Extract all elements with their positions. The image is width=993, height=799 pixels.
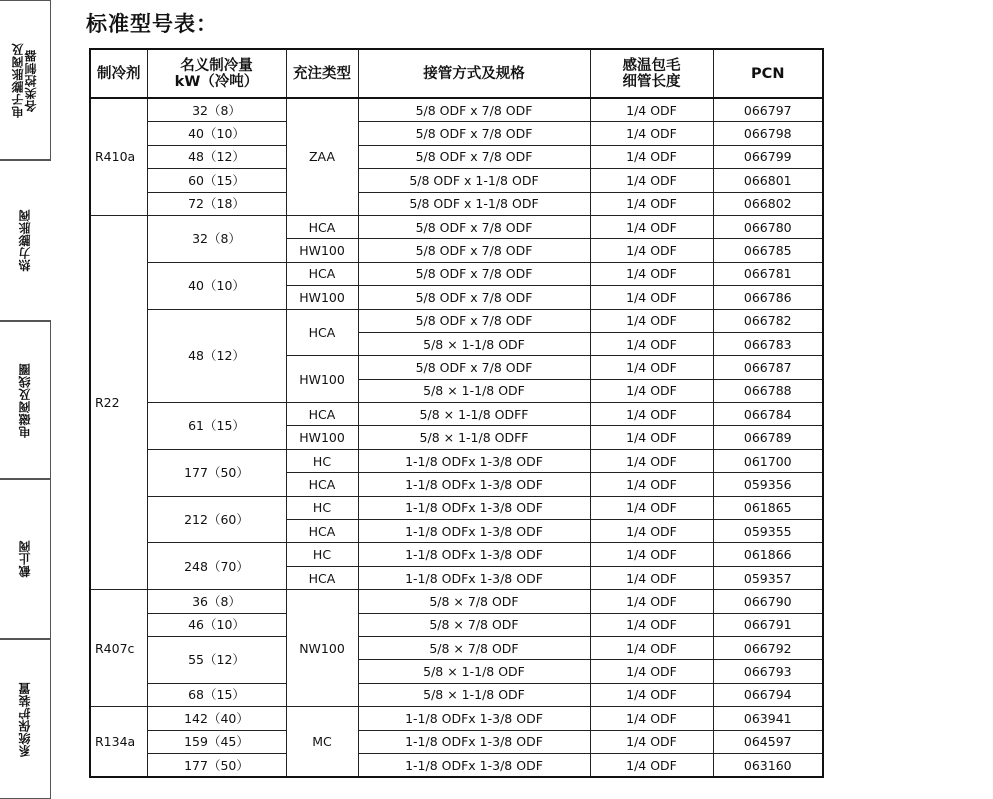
cell-capillary: 1/4 ODF <box>590 730 713 753</box>
side-tab-label: 电子膨胀阀及 各类控制器 <box>11 42 38 118</box>
side-tab-label: 电磁阀及线圈 <box>17 362 32 438</box>
table-row <box>90 98 823 122</box>
cell-refrigerant: R134a <box>90 707 147 778</box>
cell-capillary: 1/4 ODF <box>590 379 713 402</box>
table-row <box>90 403 823 426</box>
cell-connection: 1-1/8 ODFx 1-3/8 ODF <box>358 449 590 472</box>
cell-pcn: 066780 <box>713 215 823 238</box>
cell-pcn: 061700 <box>713 449 823 472</box>
cell-capillary: 1/4 ODF <box>590 520 713 543</box>
side-tab-label: 热力膨胀阀 <box>18 209 32 272</box>
cell-connection: 5/8 ODF x 7/8 ODF <box>358 98 590 122</box>
cell-capillary: 1/4 ODF <box>590 356 713 379</box>
table-row <box>90 707 823 730</box>
cell-connection: 5/8 × 1-1/8 ODF <box>358 332 590 355</box>
header-capillary-length: 感温包毛 细管长度 <box>590 49 713 98</box>
cell-connection: 5/8 × 7/8 ODF <box>358 590 590 613</box>
cell-capillary: 1/4 ODF <box>590 215 713 238</box>
cell-charge-type: HW100 <box>286 356 358 403</box>
cell-connection: 5/8 ODF x 7/8 ODF <box>358 356 590 379</box>
side-tab-thermal-expansion-valve[interactable] <box>0 160 51 321</box>
cell-capillary: 1/4 ODF <box>590 192 713 215</box>
cell-pcn: 066789 <box>713 426 823 449</box>
cell-capillary: 1/4 ODF <box>590 98 713 122</box>
cell-pcn: 066781 <box>713 262 823 285</box>
cell-charge-type: HCA <box>286 262 358 285</box>
cell-connection: 5/8 ODF x 1-1/8 ODF <box>358 192 590 215</box>
cell-capacity: 36（8） <box>147 590 286 613</box>
cell-capacity: 177（50） <box>147 449 286 496</box>
cell-capacity: 46（10） <box>147 613 286 636</box>
table-row <box>90 192 823 215</box>
cell-connection: 1-1/8 ODFx 1-3/8 ODF <box>358 473 590 496</box>
cell-pcn: 061865 <box>713 496 823 519</box>
cell-charge-type: ZAA <box>286 98 358 215</box>
cell-capacity: 55（12） <box>147 636 286 683</box>
cell-capacity: 32（8） <box>147 98 286 122</box>
cell-refrigerant: R410a <box>90 98 147 215</box>
header-pcn: PCN <box>713 49 823 98</box>
table-row <box>90 683 823 706</box>
cell-charge-type: NW100 <box>286 590 358 707</box>
cell-capillary: 1/4 ODF <box>590 590 713 613</box>
cell-capillary: 1/4 ODF <box>590 660 713 683</box>
cell-charge-type: HC <box>286 543 358 566</box>
header-row <box>90 49 823 98</box>
cell-pcn: 066791 <box>713 613 823 636</box>
header-connection: 接管方式及规格 <box>358 49 590 98</box>
cell-connection: 5/8 × 7/8 ODF <box>358 613 590 636</box>
cell-connection: 5/8 ODF x 1-1/8 ODF <box>358 169 590 192</box>
cell-pcn: 063160 <box>713 753 823 777</box>
cell-capacity: 61（15） <box>147 403 286 450</box>
cell-charge-type: HCA <box>286 520 358 543</box>
cell-capacity: 142（40） <box>147 707 286 730</box>
cell-capillary: 1/4 ODF <box>590 683 713 706</box>
cell-connection: 1-1/8 ODFx 1-3/8 ODF <box>358 566 590 589</box>
cell-pcn: 066786 <box>713 286 823 309</box>
cell-capillary: 1/4 ODF <box>590 169 713 192</box>
cell-connection: 1-1/8 ODFx 1-3/8 ODF <box>358 496 590 519</box>
cell-connection: 1-1/8 ODFx 1-3/8 ODF <box>358 520 590 543</box>
cell-refrigerant: R407c <box>90 590 147 707</box>
cell-capacity: 48（12） <box>147 145 286 168</box>
cell-capillary: 1/4 ODF <box>590 473 713 496</box>
cell-capillary: 1/4 ODF <box>590 613 713 636</box>
cell-capacity: 40（10） <box>147 262 286 309</box>
cell-capillary: 1/4 ODF <box>590 426 713 449</box>
cell-connection: 5/8 × 1-1/8 ODF <box>358 379 590 402</box>
cell-connection: 5/8 ODF x 7/8 ODF <box>358 262 590 285</box>
cell-charge-type: HCA <box>286 403 358 426</box>
cell-pcn: 061866 <box>713 543 823 566</box>
cell-capillary: 1/4 ODF <box>590 753 713 777</box>
cell-pcn: 066788 <box>713 379 823 402</box>
cell-refrigerant: R22 <box>90 215 147 589</box>
cell-pcn: 066787 <box>713 356 823 379</box>
table-row <box>90 636 823 659</box>
cell-connection: 5/8 ODF x 7/8 ODF <box>358 145 590 168</box>
cell-pcn: 066792 <box>713 636 823 659</box>
cell-pcn: 059357 <box>713 566 823 589</box>
cell-charge-type: MC <box>286 707 358 778</box>
header-capacity: 名义制冷量 kW（冷吨） <box>147 49 286 98</box>
cell-capillary: 1/4 ODF <box>590 145 713 168</box>
cell-pcn: 066793 <box>713 660 823 683</box>
cell-connection: 1-1/8 ODFx 1-3/8 ODF <box>358 543 590 566</box>
cell-pcn: 066783 <box>713 332 823 355</box>
table-row <box>90 753 823 777</box>
cell-capacity: 212（60） <box>147 496 286 543</box>
side-tab-solenoid-valve[interactable] <box>0 321 51 479</box>
table-row <box>90 262 823 285</box>
cell-capillary: 1/4 ODF <box>590 707 713 730</box>
cell-pcn: 066784 <box>713 403 823 426</box>
table-row <box>90 449 823 472</box>
cell-connection: 5/8 × 1-1/8 ODFF <box>358 426 590 449</box>
cell-charge-type: HW100 <box>286 426 358 449</box>
side-tab-bar <box>0 0 53 799</box>
cell-pcn: 066782 <box>713 309 823 332</box>
spec-table <box>89 48 824 778</box>
cell-capillary: 1/4 ODF <box>590 636 713 659</box>
table-row <box>90 543 823 566</box>
cell-charge-type: HC <box>286 496 358 519</box>
side-tab-system-protection[interactable] <box>0 639 51 799</box>
cell-connection: 5/8 ODF x 7/8 ODF <box>358 122 590 145</box>
table-row <box>90 215 823 238</box>
cell-connection: 5/8 ODF x 7/8 ODF <box>358 286 590 309</box>
cell-capillary: 1/4 ODF <box>590 286 713 309</box>
cell-pcn: 059355 <box>713 520 823 543</box>
cell-charge-type: HCA <box>286 309 358 356</box>
cell-capillary: 1/4 ODF <box>590 449 713 472</box>
cell-capillary: 1/4 ODF <box>590 566 713 589</box>
cell-pcn: 066794 <box>713 683 823 706</box>
cell-capillary: 1/4 ODF <box>590 543 713 566</box>
cell-pcn: 059356 <box>713 473 823 496</box>
cell-capillary: 1/4 ODF <box>590 262 713 285</box>
cell-capillary: 1/4 ODF <box>590 309 713 332</box>
cell-connection: 5/8 ODF x 7/8 ODF <box>358 309 590 332</box>
table-row <box>90 122 823 145</box>
cell-capacity: 68（15） <box>147 683 286 706</box>
cell-charge-type: HW100 <box>286 239 358 262</box>
header-charge-type: 充注类型 <box>286 49 358 98</box>
cell-pcn: 066785 <box>713 239 823 262</box>
cell-capillary: 1/4 ODF <box>590 496 713 519</box>
table-row <box>90 590 823 613</box>
table-row <box>90 730 823 753</box>
side-tab-label: 截止阀 <box>17 540 32 578</box>
cell-charge-type: HCA <box>286 473 358 496</box>
header-refrigerant: 制冷剂 <box>90 49 147 98</box>
cell-charge-type: HW100 <box>286 286 358 309</box>
cell-connection: 5/8 × 1-1/8 ODF <box>358 660 590 683</box>
cell-capacity: 177（50） <box>147 753 286 777</box>
cell-capillary: 1/4 ODF <box>590 122 713 145</box>
side-tab-electronic-expansion-valve[interactable] <box>0 0 51 160</box>
cell-capacity: 40（10） <box>147 122 286 145</box>
cell-pcn: 066790 <box>713 590 823 613</box>
cell-capacity: 72（18） <box>147 192 286 215</box>
cell-capillary: 1/4 ODF <box>590 403 713 426</box>
cell-connection: 5/8 ODF x 7/8 ODF <box>358 215 590 238</box>
side-tab-label: 系统保护装置 <box>17 681 32 757</box>
side-tab-stop-valve[interactable] <box>0 479 51 639</box>
cell-capacity: 32（8） <box>147 215 286 262</box>
cell-pcn: 066799 <box>713 145 823 168</box>
cell-connection: 1-1/8 ODFx 1-3/8 ODF <box>358 707 590 730</box>
cell-pcn: 064597 <box>713 730 823 753</box>
cell-capillary: 1/4 ODF <box>590 332 713 355</box>
table-row <box>90 145 823 168</box>
cell-connection: 1-1/8 ODFx 1-3/8 ODF <box>358 753 590 777</box>
table-row <box>90 309 823 332</box>
cell-capacity: 48（12） <box>147 309 286 403</box>
table-row <box>90 169 823 192</box>
cell-capacity: 60（15） <box>147 169 286 192</box>
cell-pcn: 066802 <box>713 192 823 215</box>
cell-charge-type: HCA <box>286 215 358 238</box>
cell-pcn: 063941 <box>713 707 823 730</box>
cell-capacity: 248（70） <box>147 543 286 590</box>
cell-connection: 5/8 × 1-1/8 ODF <box>358 683 590 706</box>
table-row <box>90 613 823 636</box>
table-row <box>90 496 823 519</box>
cell-pcn: 066801 <box>713 169 823 192</box>
cell-pcn: 066798 <box>713 122 823 145</box>
cell-capacity: 159（45） <box>147 730 286 753</box>
cell-connection: 1-1/8 ODFx 1-3/8 ODF <box>358 730 590 753</box>
cell-connection: 5/8 × 1-1/8 ODFF <box>358 403 590 426</box>
cell-connection: 5/8 ODF x 7/8 ODF <box>358 239 590 262</box>
cell-connection: 5/8 × 7/8 ODF <box>358 636 590 659</box>
page-title: 标准型号表： <box>86 12 218 36</box>
cell-charge-type: HC <box>286 449 358 472</box>
cell-capillary: 1/4 ODF <box>590 239 713 262</box>
cell-charge-type: HCA <box>286 566 358 589</box>
cell-pcn: 066797 <box>713 98 823 122</box>
